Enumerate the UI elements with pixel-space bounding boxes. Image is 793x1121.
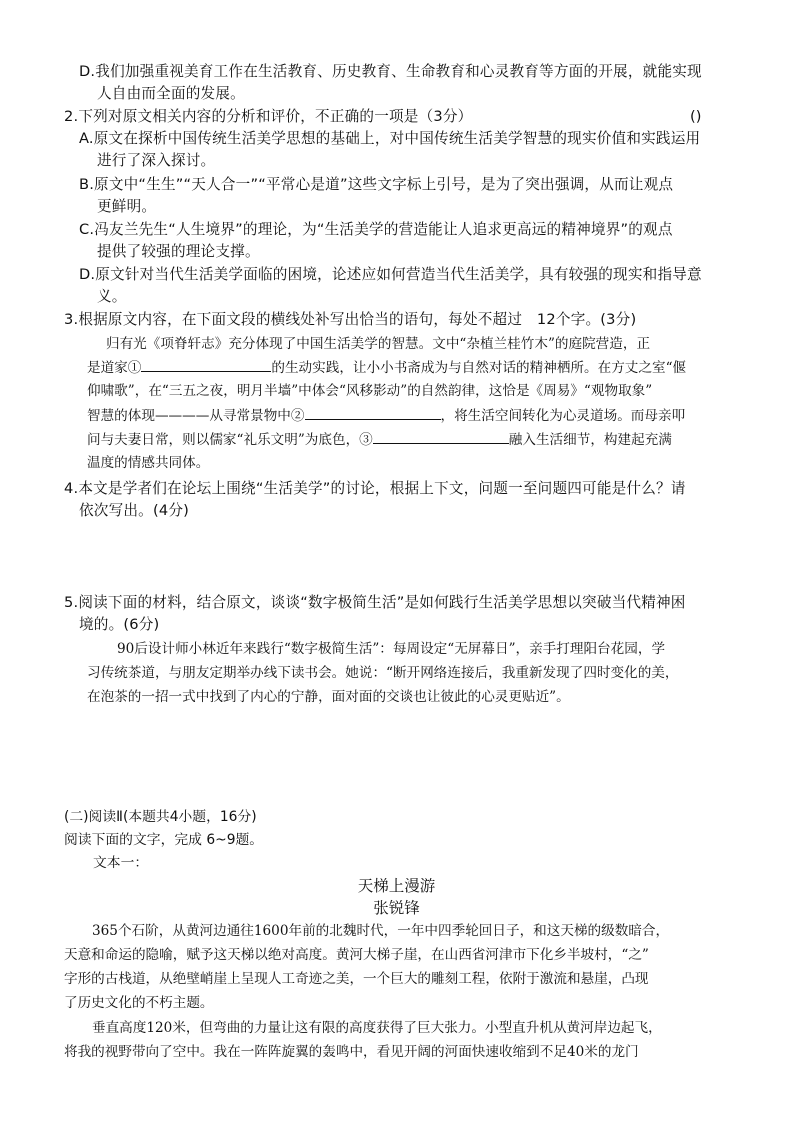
- q5-stem-line2: 境的。(6分): [79, 616, 160, 633]
- q3-passage-line4-start: 智慧的体现————从寻常景物中②: [87, 408, 305, 424]
- section2-heading: (二)阅读Ⅱ(本题共4小题，16分): [64, 809, 257, 825]
- q3-passage-line5-end: 融入生活细节，构建起充满: [508, 432, 672, 448]
- q1-option-d-line1: D.我们加强重视美育工作在生活教育、历史教育、生命教育和心灵教育等方面的开展，就能实现: [79, 63, 702, 80]
- q3-stem: 3.根据原文内容，在下面文段的横线处补写出恰当的语句，每处不超过 12个字。(3分): [64, 311, 637, 328]
- article-p1-line3: 字形的古栈道，从绝壁峭崖上呈现人工奇迹之美，一个巨大的雕刻工程，依附于激流和悬崖，凸现: [64, 971, 649, 987]
- section2-instruction: 阅读下面的文字，完成 6~9题。: [64, 832, 264, 848]
- q5-material-line3: 在泡茶的一招一式中找到了内心的宁静，面对面的交谈也让彼此的心灵更贴近”。: [87, 689, 570, 705]
- q3-passage-line2-end: 的生动实践，让小小书斋成为与自然对话的精神栖所。在方丈之室“偃: [271, 360, 687, 376]
- q4-stem-line2: 依次写出。(4分): [79, 502, 190, 519]
- article-p1-line2: 天意和命运的隐喻，赋予这天梯以绝对高度。黄河大梯子崖，在山西省河津市下化乡半坡村，“之”: [64, 947, 649, 963]
- blank-1[interactable]: [141, 357, 271, 372]
- q4-stem-line1: 4.本文是学者们在论坛上围绕“生活美学”的讨论，根据上下文，问题一至问题四可能是什么？请: [64, 480, 686, 497]
- q2-stem: 2.下列对原文相关内容的分析和评价，不正确的一项是（3分）: [64, 108, 473, 125]
- q2-answer-paren: (): [690, 108, 702, 125]
- q2-option-a-line2: 进行了深入探讨。: [97, 152, 216, 169]
- q2-option-d-line1: D.原文针对当代生活美学面临的困境，论述应如何营造当代生活美学，具有较强的现实和指导意: [79, 266, 702, 283]
- text1-label: 文本一：: [93, 855, 149, 871]
- q3-passage-line4: [87, 405, 685, 426]
- blank-3[interactable]: [373, 429, 509, 444]
- q5-material-line2: 习传统茶道，与朋友定期举办线下读书会。她说：“断开网络连接后，我重新发现了四时变化的美，: [87, 665, 679, 681]
- blank-2[interactable]: [305, 405, 441, 420]
- q5-material-line1: 90后设计师小林近年来践行“数字极简生活”：每周设定“无屏幕日”，亲手打理阳台花园，学: [117, 641, 666, 657]
- article-p2-line1: 垂直高度120米，但弯曲的力量让这有限的高度获得了巨大张力。小型直升机从黄河岸边起飞，: [92, 1020, 662, 1036]
- q5-stem-line1: 5.阅读下面的材料，结合原文，谈谈“数字极简生活”是如何践行生活美学思想以突破当代精神困: [64, 594, 686, 611]
- article-p1-line1: 365个石阶，从黄河边通往1600年前的北魏时代，一年中四季轮回日子，和这天梯的级数暗合，: [92, 923, 670, 939]
- q3-passage-line1: 归有光《项脊轩志》充分体现了中国生活美学的智慧。文中“杂植兰桂竹木”的庭院营造，正: [106, 336, 651, 352]
- q2-option-b-line2: 更鲜明。: [97, 198, 157, 215]
- q3-passage-line6: 温度的情感共同体。: [87, 455, 210, 471]
- article-author: 张锐锋: [373, 899, 420, 917]
- q2-option-d-line2: 义。: [97, 288, 127, 305]
- q3-passage-line4-end: ，将生活空间转化为心灵道场。而母亲叩: [440, 408, 686, 424]
- q1-option-d-line2: 人自由而全面的发展。: [97, 85, 245, 102]
- q2-option-b-line1: B.原文中“生生”“天人合一”“平常心是道”这些文字标上引号，是为了突出强调，从而让观点: [79, 176, 674, 193]
- q3-passage-line2: [87, 357, 686, 378]
- q3-passage-line5: [87, 429, 672, 450]
- article-p2-line2: 将我的视野带向了空中。我在一阵阵旋翼的轰鸣中，看见开阔的河面快速收缩到不足40米的龙门: [64, 1044, 639, 1060]
- q3-passage-line3: 仰啸歌”，在“三五之夜，明月半墙”中体会“风移影动”的自然韵律，这恰是《周易》“观物取象”: [87, 383, 653, 399]
- q2-option-a-line1: A.原文在探析中国传统生活美学思想的基础上，对中国传统生活美学智慧的现实价值和实践运用: [79, 130, 701, 147]
- q2-option-c-line2: 提供了较强的理论支撑。: [97, 243, 260, 260]
- q3-passage-line2-start: 是道家①: [87, 360, 142, 376]
- article-p1-line4: 了历史文化的不朽主题。: [64, 995, 214, 1011]
- article-title: 天梯上漫游: [357, 877, 436, 895]
- q2-option-c-line1: C.冯友兰先生“人生境界”的理论，为“生活美学的营造能让人追求更高远的精神境界”的观点: [79, 221, 673, 238]
- q3-passage-line5-start: 问与夫妻日常，则以儒家“礼乐文明”为底色，③: [87, 432, 373, 448]
